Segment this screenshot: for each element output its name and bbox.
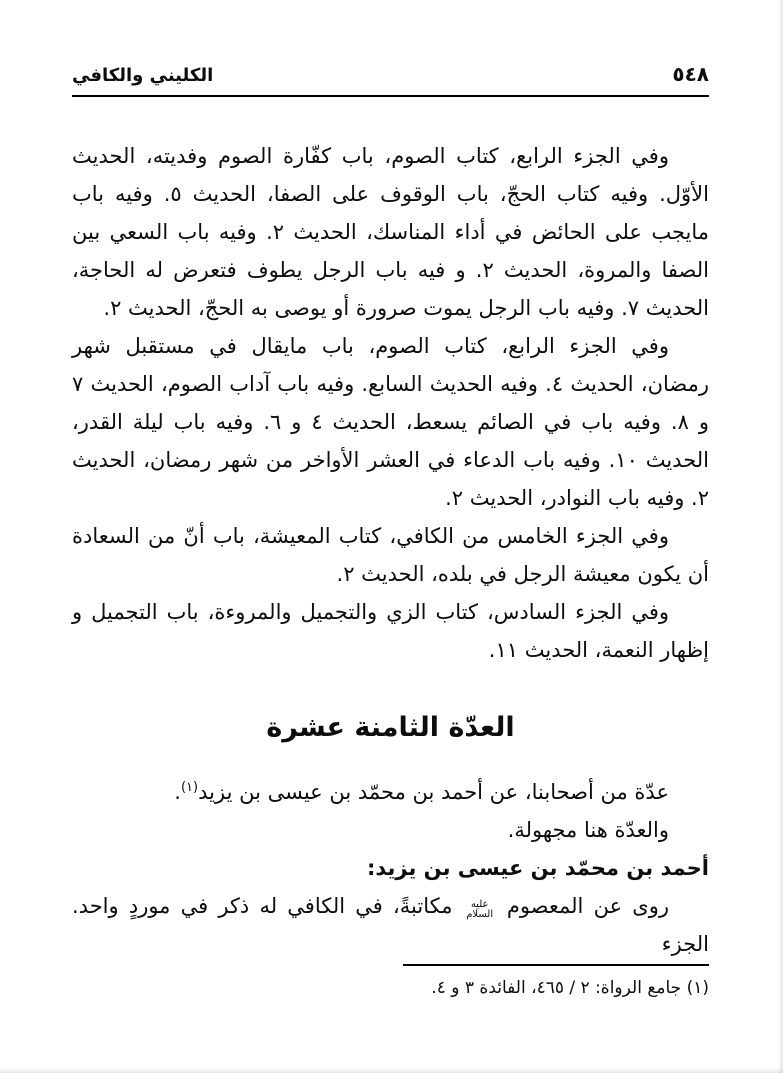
footnote-text: (١) جامع الرواة: ٢ / ٤٦٥، الفائدة ٣ و ٤. (431, 978, 709, 998)
rawa-text-after: مكاتبةً، في الكافي له ذكر في موردٍ واحد. الجزء (72, 894, 709, 956)
isnad-period: . (174, 780, 181, 804)
footnote-marker: (١) (180, 780, 199, 795)
alayhi-salam-honorific-symbol: عليه السلام (466, 899, 494, 920)
rawa-text-before: روى عن المعصوم (496, 894, 669, 918)
page-number: ٥٤٨ (672, 62, 709, 86)
isnad-text: عدّة من أصحابنا، عن أحمد بن محمّد بن عيسى بن يزيد (198, 780, 669, 804)
paragraph-volume4-hajj: وفي الجزء الرابع، كتاب الصوم، باب كفّارة الصوم وفديته، الحديث الأوّل. وفيه كتاب الحجّ، باب الوقوف على الصفا، الحديث ٥. وفيه باب مايجب على الحائض في أداء المناسك، الحديث ٢. وفيه باب السعي بين الصفا والمروة، الحديث ٢. و فيه باب الرجل يطوف فتعرض له الحاجة، الحديث ٧. وفيه باب الرجل يموت صرورة أو يوصى به الحجّ، الحديث ٢. (72, 144, 709, 320)
footnote-area (72, 964, 709, 1001)
rawa-line (72, 887, 709, 963)
section-heading: العدّة الثامنة عشرة (266, 712, 515, 743)
paragraph-volume4-sawm: وفي الجزء الرابع، كتاب الصوم، باب مايقال في مستقبل شهر رمضان، الحديث ٤. وفيه الحديث السابع. وفيه باب آداب الصوم، الحديث ٧ و ٨. وفيه باب في الصائم يسعط، الحديث ٤ و ٦. وفيه باب ليلة القدر، الحديث ١٠. وفيه باب الدعاء في العشر الأواخر من شهر رمضان، الحديث ٢. وفيه باب النوادر، الحديث ٢. (72, 334, 710, 510)
narrator-name-heading: أحمد بن محمّد بن عيسى بن يزيد: (367, 856, 709, 880)
running-title: الكليني والكافي (72, 65, 214, 86)
udda-note-line: والعدّة هنا مجهولة. (507, 818, 669, 842)
paragraph-volume6-ziyy: وفي الجزء السادس، كتاب الزي والتجميل والمروءة، باب التجميل و إظهار النعمة، الحديث ١١. (72, 600, 709, 662)
footnote-separator-rule (403, 964, 709, 966)
page-body (72, 137, 709, 963)
isnad-line (72, 773, 709, 811)
page-header (72, 62, 709, 97)
paragraph-volume5-maisha: وفي الجزء الخامس من الكافي، كتاب المعيشة، باب أنّ من السعادة أن يكون معيشة الرجل في بلده، الحديث ٢. (72, 524, 709, 586)
